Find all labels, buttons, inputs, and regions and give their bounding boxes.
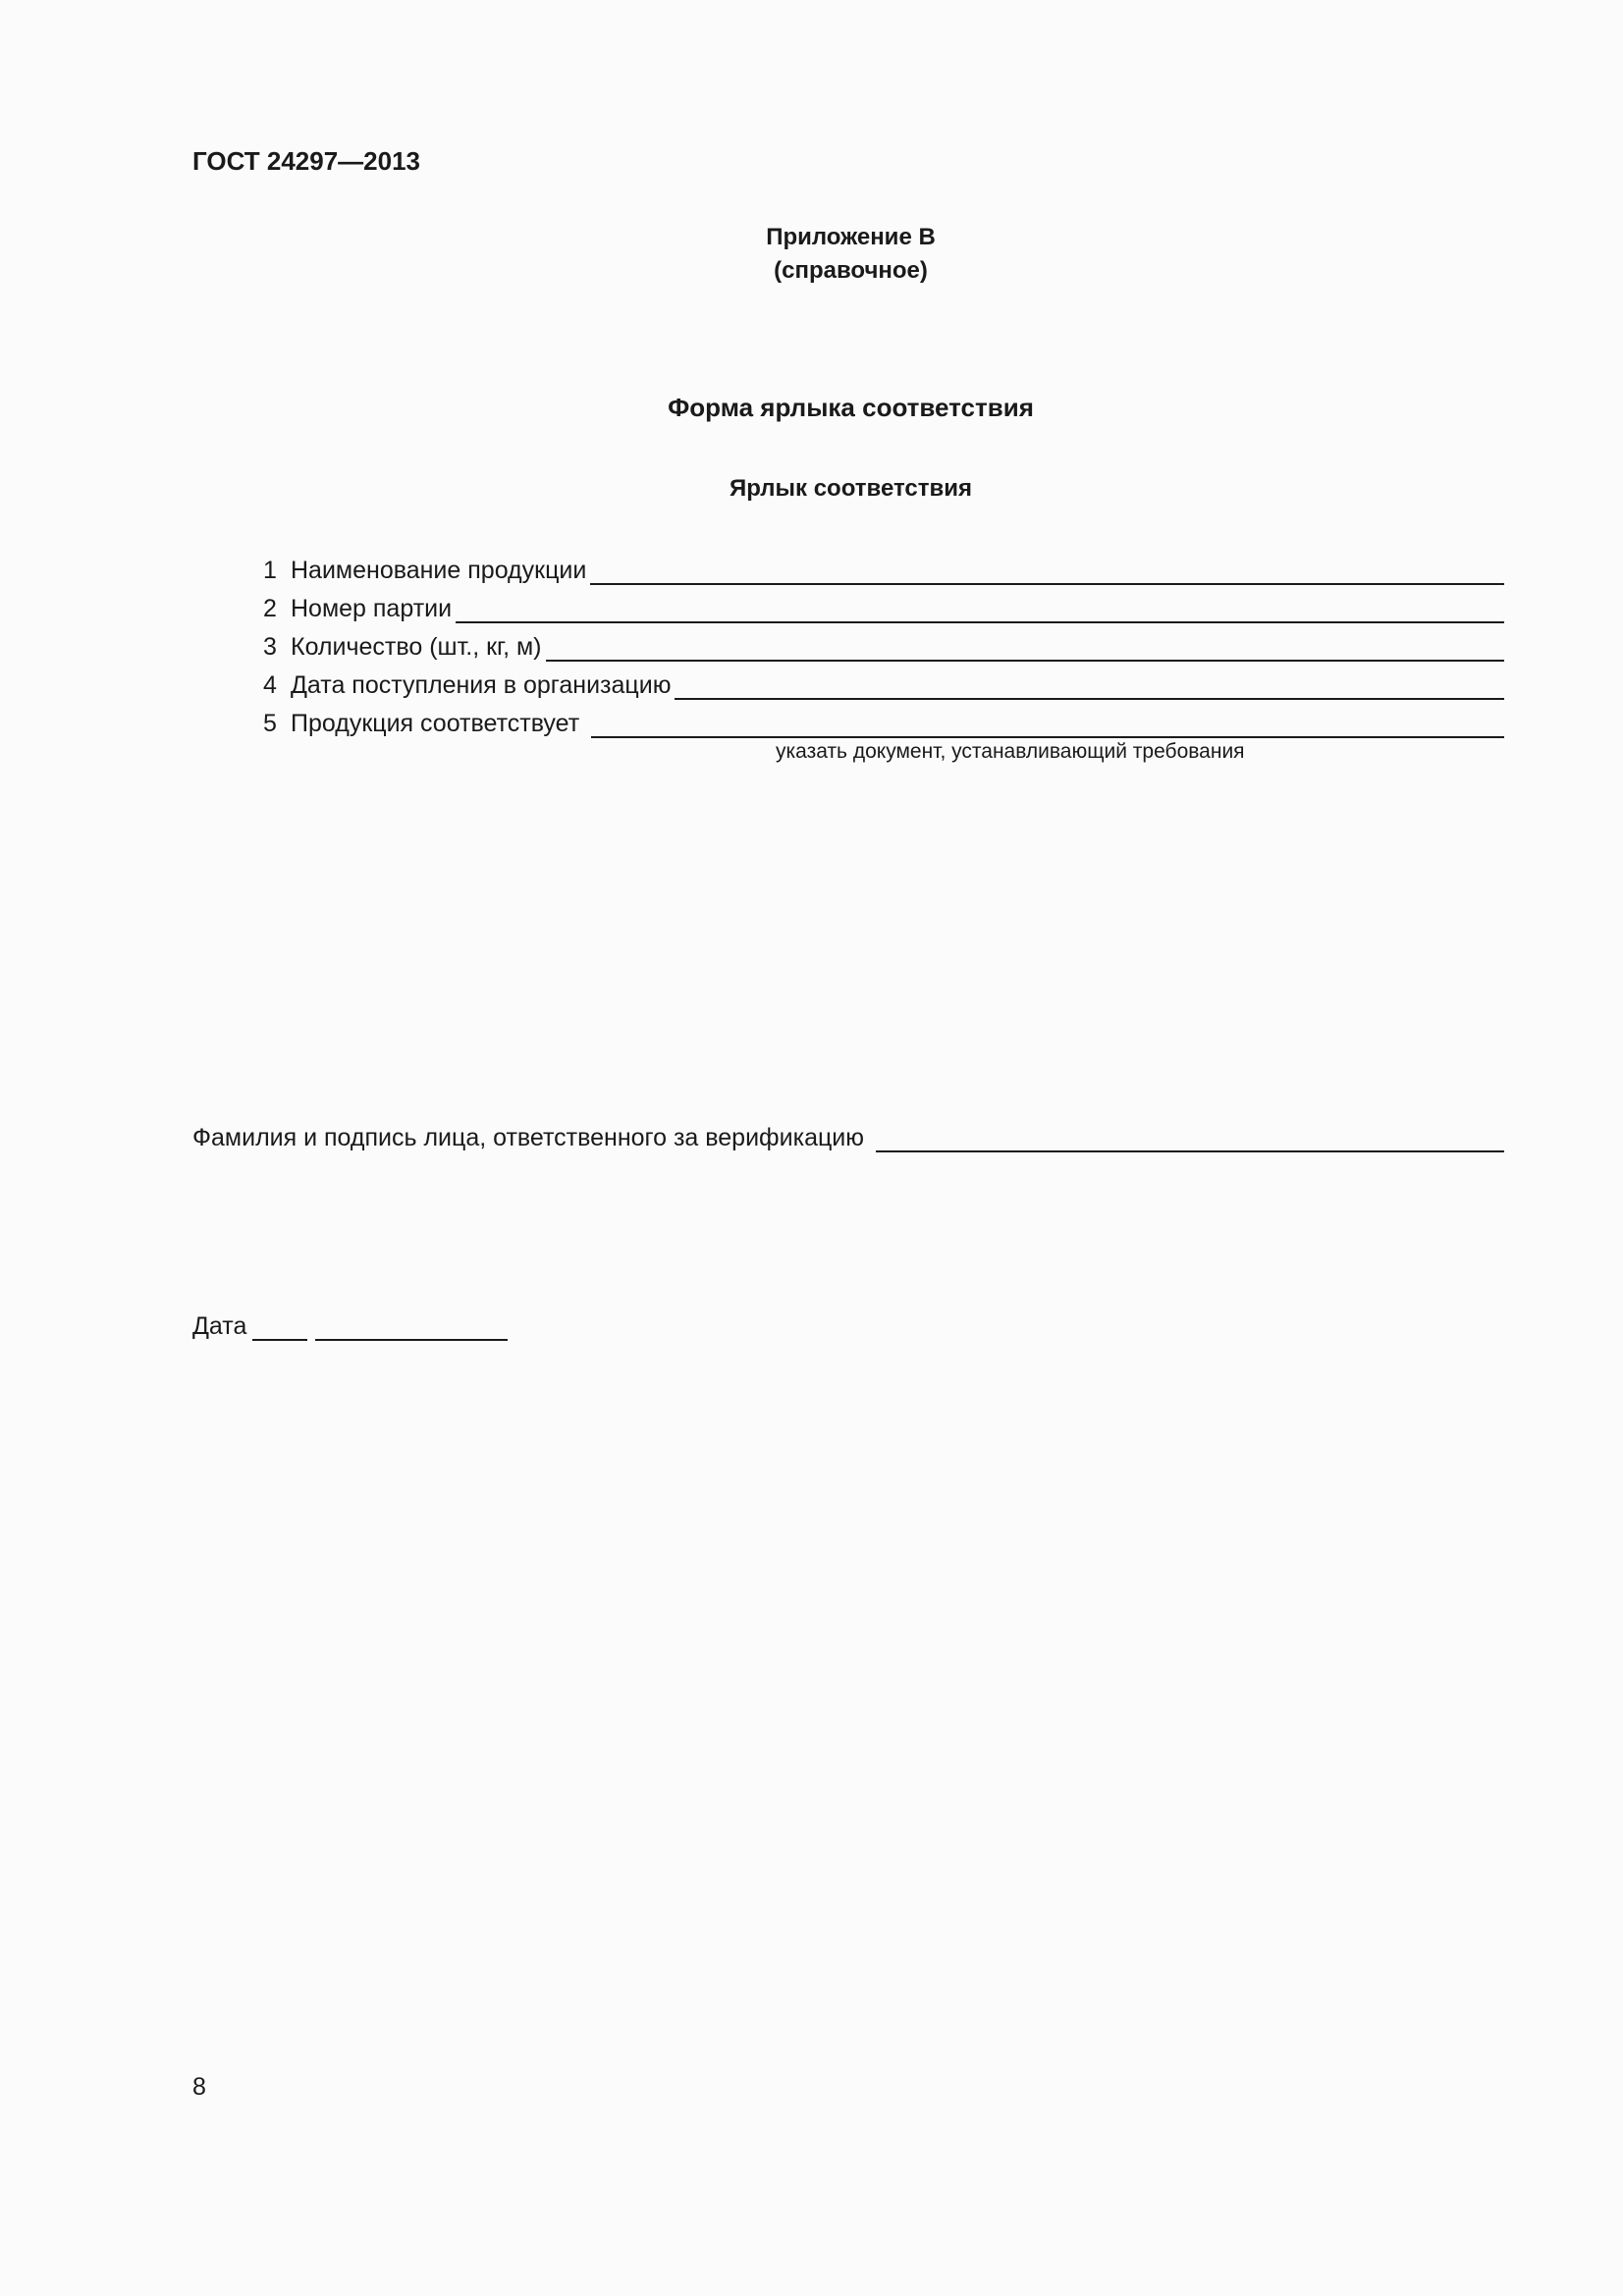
fill-in-line[interactable] [591,707,1504,738]
appendix-note: (справочное) [774,257,928,284]
signature-row [192,1117,1504,1152]
field-label: Продукция соответствует [291,710,580,737]
field-number: 5 [263,710,277,737]
label-title: Ярлык соответствия [729,475,973,502]
date-row [192,1306,508,1341]
date-month-line[interactable] [315,1309,508,1341]
field-label: Наименование продукции [291,557,587,584]
field-label: Номер партии [291,595,453,622]
fill-in-line[interactable] [456,592,1504,623]
form-title: Форма ярлыка соответствия [668,393,1034,422]
page-number: 8 [192,2073,206,2101]
field-number: 1 [263,557,277,584]
field-label: Дата поступления в организацию [291,671,672,699]
field-conformity [263,703,1504,738]
fill-in-line[interactable] [590,554,1504,585]
field-number: 4 [263,671,277,699]
signature-label: Фамилия и подпись лица, ответственного за верификацию [192,1124,865,1151]
document-code: ГОСТ 24297—2013 [192,146,420,176]
field-quantity [263,626,1504,662]
date-label: Дата [192,1312,247,1340]
field-number: 2 [263,595,277,622]
fill-in-line[interactable] [546,630,1504,662]
field-product-name [263,550,1504,585]
appendix-title: Приложение В [766,224,936,250]
field-batch-number [263,588,1504,623]
field-number: 3 [263,633,277,661]
field-hint: указать документ, устанавливающий требования [776,740,1245,763]
field-receipt-date [263,665,1504,700]
field-label: Количество (шт., кг, м) [291,633,542,661]
fill-in-line[interactable] [675,668,1504,700]
date-day-line[interactable] [252,1309,307,1341]
signature-line[interactable] [876,1121,1504,1152]
